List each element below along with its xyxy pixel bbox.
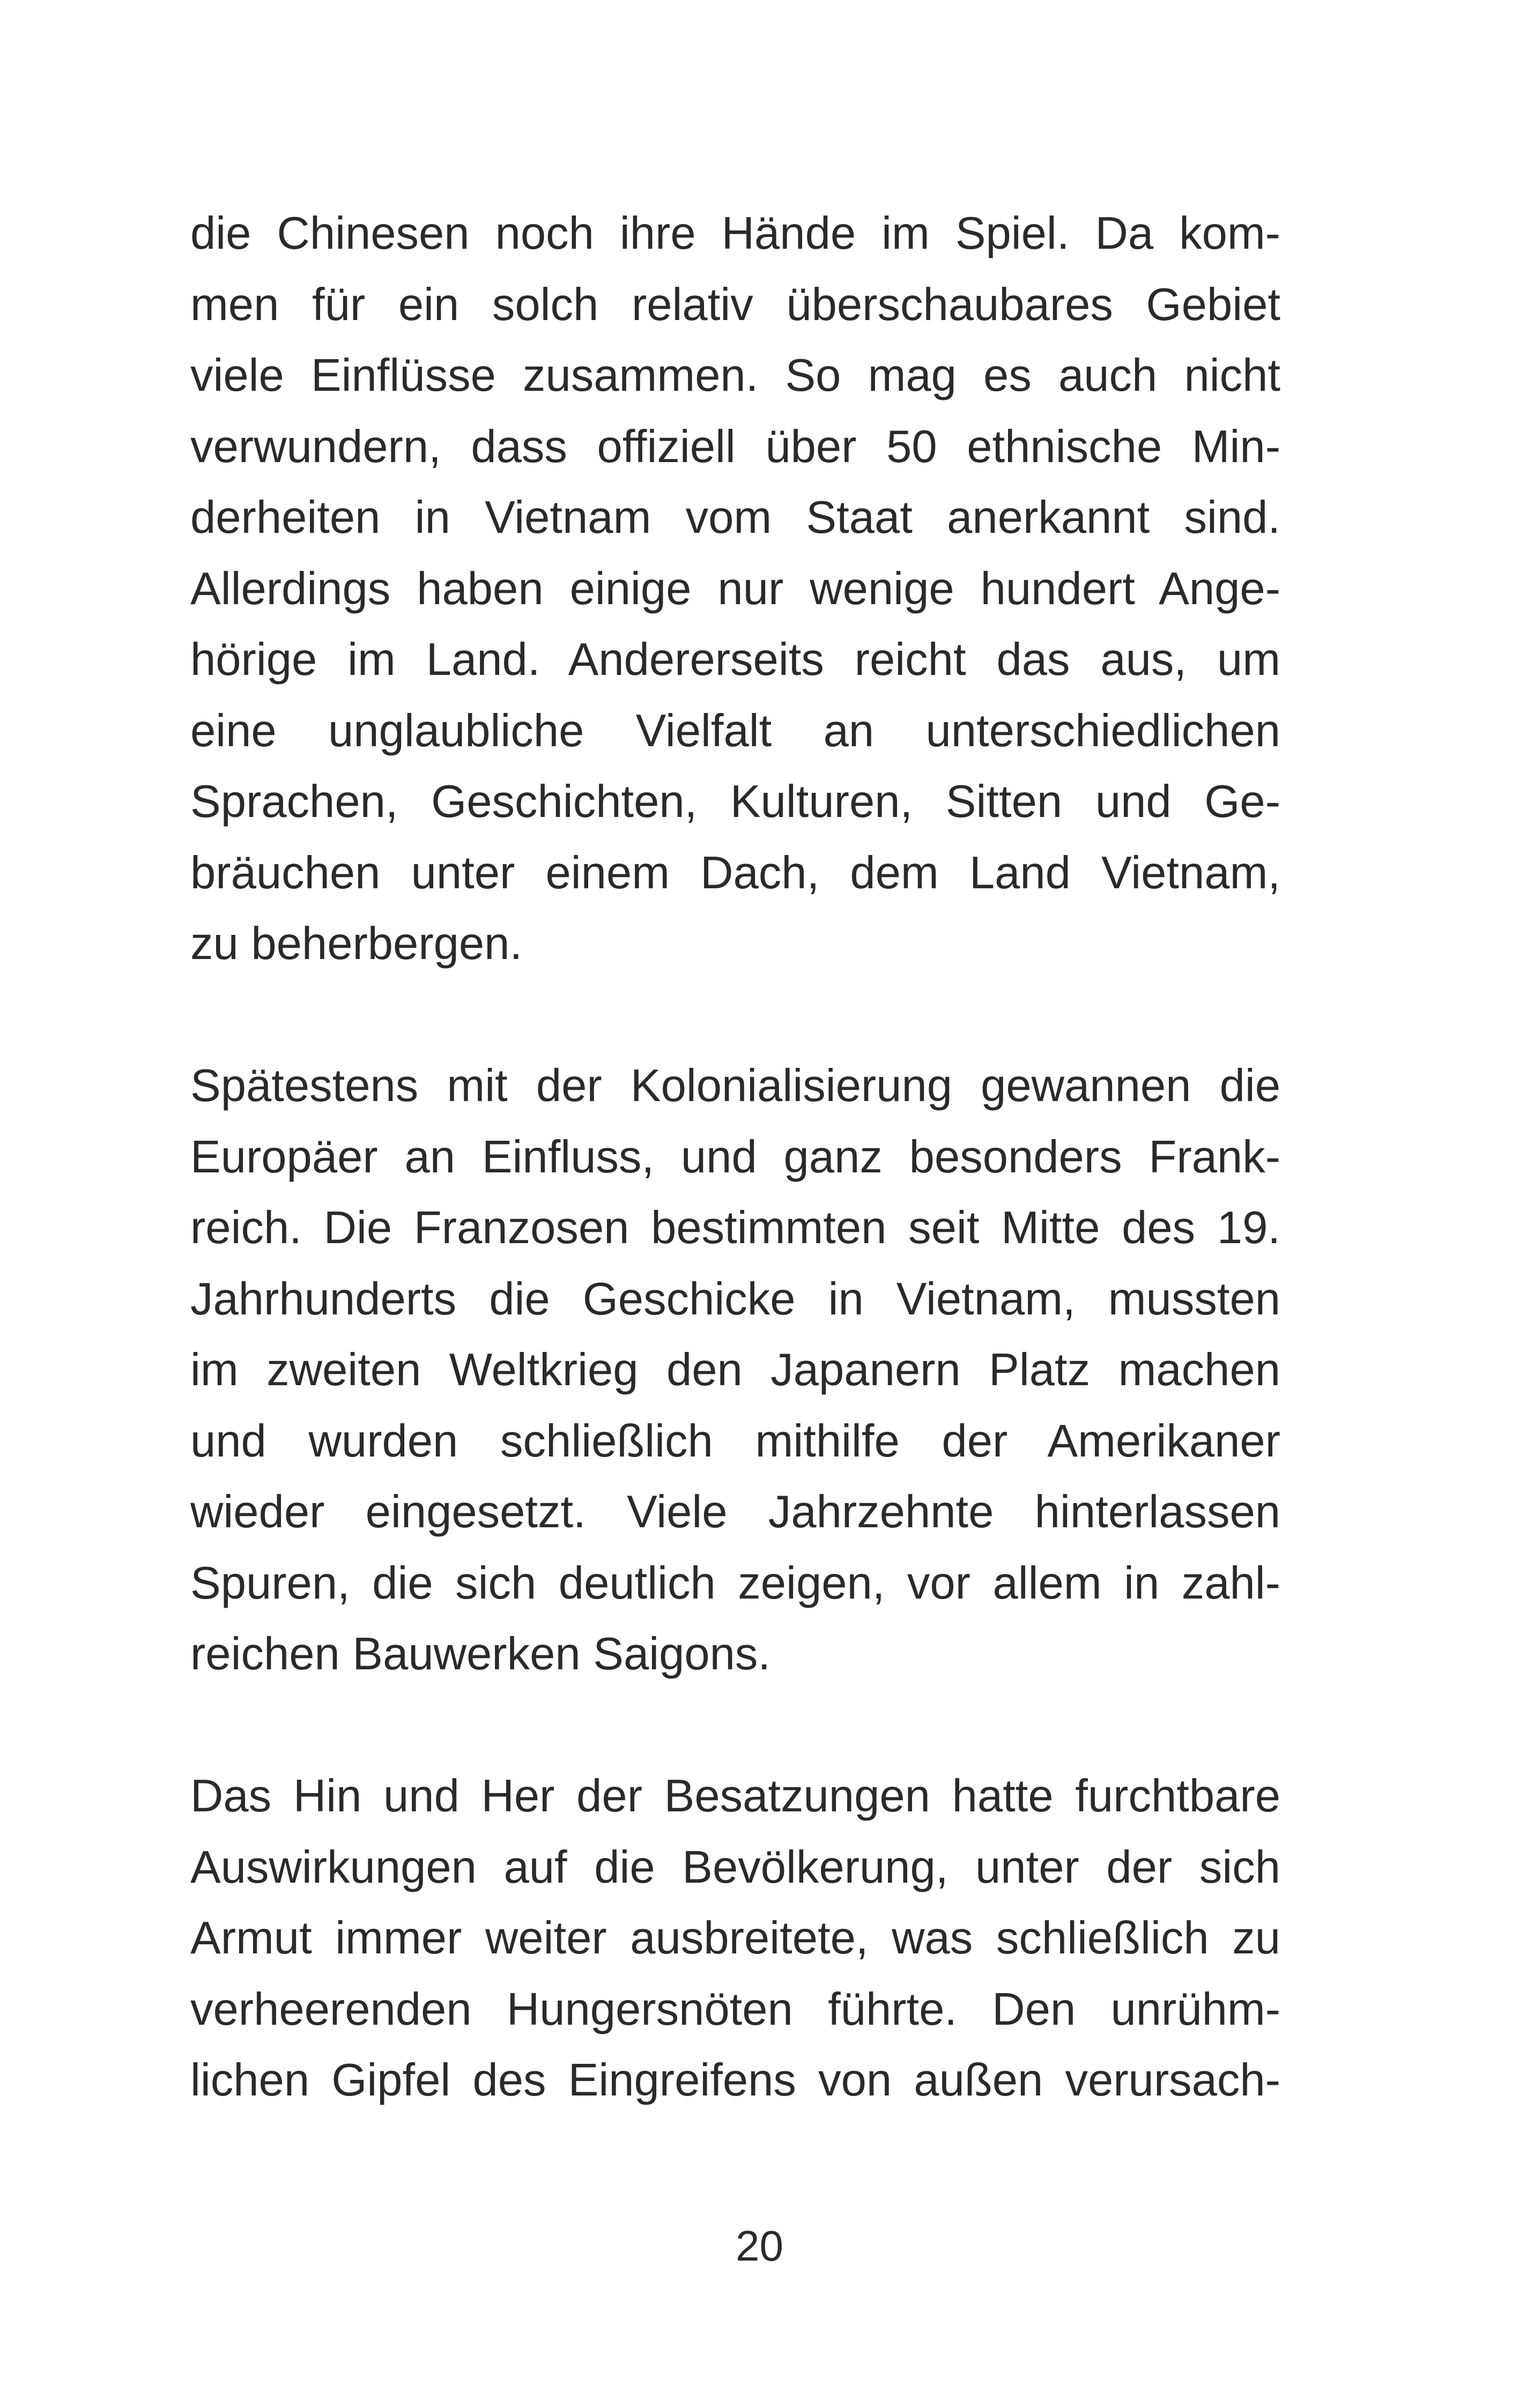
text-line: reichen Bauwerken Saigons. — [190, 1629, 771, 1679]
text-line: hörige im Land. Andererseits reicht das aus, um — [190, 634, 1280, 685]
text-line: verheerenden Hungersnöten führte. Den unrühm- — [190, 1983, 1280, 2035]
text-line: viele Einflüsse zusammen. So mag es auch nicht — [190, 350, 1280, 401]
text-line: Jahrhunderts die Geschicke in Vietnam, mussten — [190, 1273, 1280, 1325]
text-line: reich. Die Franzosen bestimmten seit Mitte des 19. — [190, 1202, 1280, 1253]
text-line: Das Hin und Her der Besatzungen hatte furchtbare — [190, 1771, 1280, 1822]
text-line: im zweiten Weltkrieg den Japanern Platz machen — [190, 1344, 1280, 1395]
text-line: Armut immer weiter ausbreitete, was schließlich zu — [190, 1913, 1280, 1964]
text-line: die Chinesen noch ihre Hände im Spiel. Da kom- — [190, 208, 1280, 259]
text-line: und wurden schließlich mithilfe der Amerikaner — [190, 1415, 1280, 1467]
text-line: Auswirkungen auf die Bevölkerung, unter der sich — [190, 1841, 1280, 1893]
text-line: lichen Gipfel des Eingreifens von außen verursach- — [190, 2055, 1280, 2106]
page-number: 20 — [736, 2222, 783, 2270]
text-line: Sprachen, Geschichten, Kulturen, Sitten und Ge- — [190, 776, 1280, 827]
text-line: wieder eingesetzt. Viele Jahrzehnte hinterlassen — [190, 1487, 1280, 1537]
text-line: Spätestens mit der Kolonialisierung gewannen die — [190, 1060, 1280, 1111]
text-line: Spuren, die sich deutlich zeigen, vor allem in zahl- — [190, 1557, 1280, 1609]
text-line: eine unglaubliche Vielfalt an unterschiedlichen — [190, 705, 1280, 756]
text-line: bräuchen unter einem Dach, dem Land Vietnam, — [190, 847, 1280, 898]
text-line: Europäer an Einfluss, und ganz besonders Frank- — [190, 1131, 1280, 1183]
text-line: verwundern, dass offiziell über 50 ethnische Min- — [190, 421, 1280, 472]
paragraph-2 — [190, 1051, 1280, 1690]
text-line: derheiten in Vietnam vom Staat anerkannt sind. — [190, 492, 1280, 543]
paragraph-1 — [190, 198, 1280, 980]
paragraph-3 — [190, 1761, 1280, 2116]
text-line: men für ein solch relativ überschaubares Gebiet — [190, 279, 1280, 330]
text-line: Allerdings haben einige nur wenige hundert Ange- — [190, 563, 1280, 614]
text-line: zu beherbergen. — [190, 918, 523, 969]
